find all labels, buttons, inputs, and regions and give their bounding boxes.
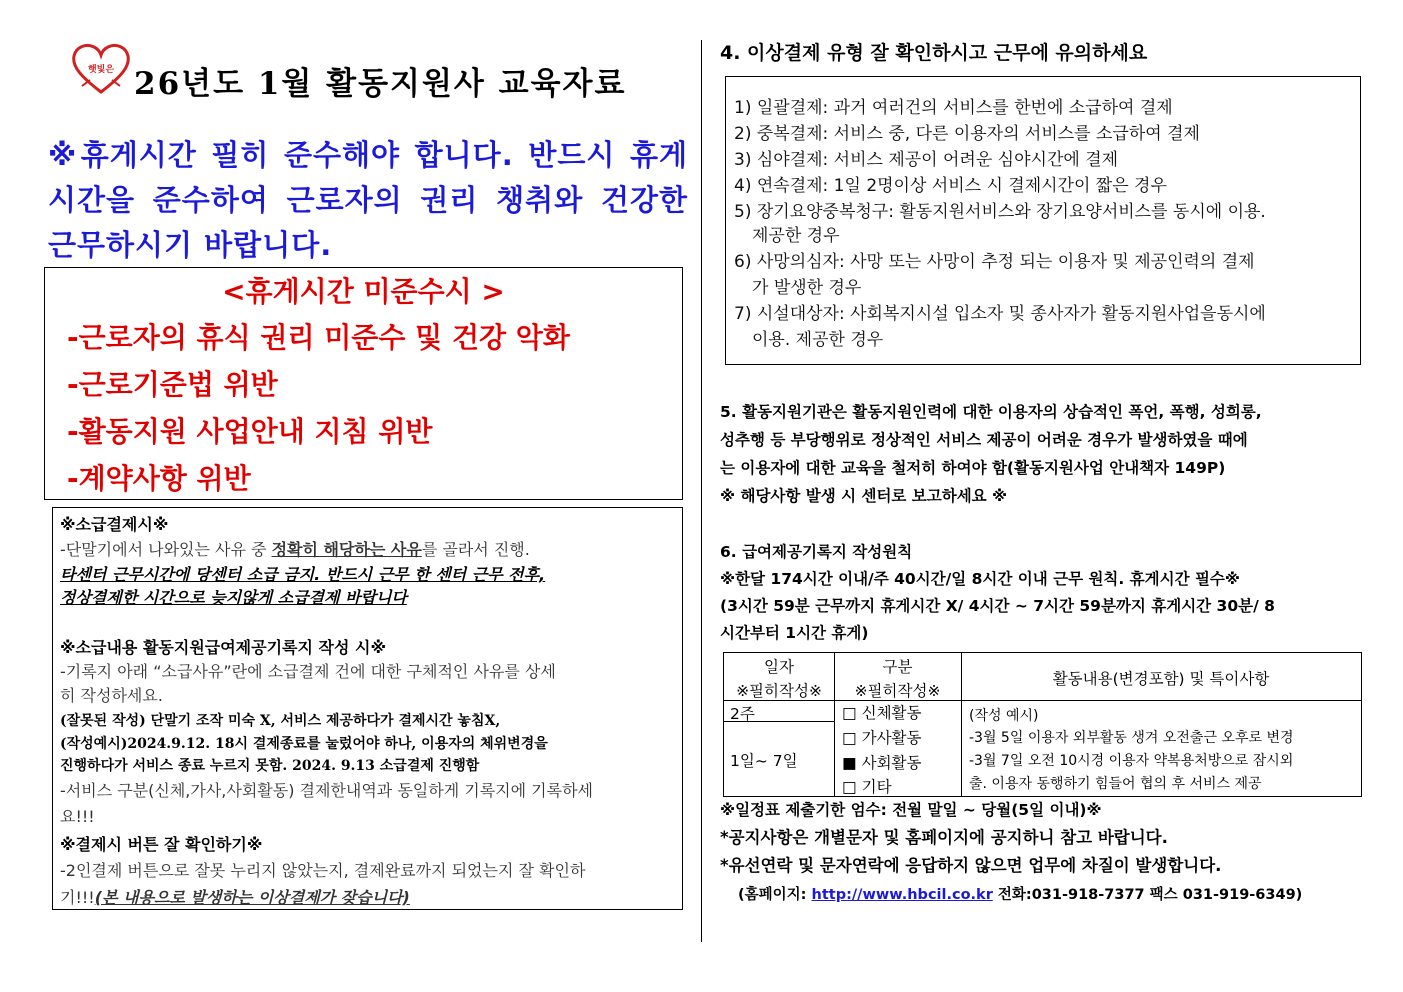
section6-heading: 6. 급여제공기록지 작성원칙 bbox=[720, 543, 913, 561]
abnormal-type-cont: 가 발생한 경우 bbox=[752, 278, 862, 298]
section5-line: 5. 활동지원기관은 활동지원인력에 대한 이용자의 상습적인 폭언, 폭행, 성희롱, bbox=[720, 403, 1262, 421]
button-heading: ※결제시 버튼 잘 확인하기※ bbox=[60, 835, 263, 854]
col-type-header: 구분 bbox=[882, 658, 913, 676]
section5-line: 성추행 등 부당행위로 정상적인 서비스 제공이 어려운 경우가 발생하였을 때에 bbox=[720, 431, 1248, 449]
section5-report: ※ 해당사항 발생 시 센터로 보고하세요 ※ bbox=[720, 487, 1008, 505]
col-type-sub: ※필히작성※ bbox=[854, 682, 941, 700]
section5-line: 는 이용자에 대한 교육을 철저히 하여야 함(활동지원사업 안내책자 149P) bbox=[720, 459, 1226, 477]
rest-violation-item: -근로기준법 위반 bbox=[67, 368, 278, 401]
abnormal-type: 3) 심야결제: 서비스 제공이 어려운 심야시간에 결제 bbox=[734, 150, 1119, 170]
section6-line: 시간부터 1시간 휴게) bbox=[720, 624, 869, 642]
col-date-sub: ※필히작성※ bbox=[736, 682, 822, 700]
page-title: 26년도 1월 활동지원사 교육자료 bbox=[134, 66, 627, 102]
rest-violation-title: <휴게시간 미준수시 > bbox=[222, 275, 505, 308]
col-activity-header: 활동내용(변경포함) 및 특이사항 bbox=[1052, 670, 1270, 688]
record-example: (작성예시)2024.9.12. 18시 결제종료를 눌렀어야 하나, 이용자의 체위변경을 bbox=[60, 736, 548, 752]
type-option: □ 신체활동 bbox=[842, 704, 922, 722]
section6-line: (3시간 59분 근무까지 휴게시간 X/ 4시간 ~ 7시간 59분까지 휴게시간 30분/ 8 bbox=[720, 597, 1275, 615]
button-line: -2인결제 버튼으로 잘못 누리지 않았는지, 결제완료까지 되었는지 잘 확인하 bbox=[60, 861, 586, 880]
homepage-link[interactable]: http://www.hbcil.co.kr bbox=[811, 887, 993, 903]
abnormal-type-cont: 이용. 제공한 경우 bbox=[752, 330, 884, 350]
record-example-table bbox=[723, 652, 1362, 797]
abnormal-type: 5) 장기요양중복청구: 활동지원서비스와 장기요양서비스를 동시에 이용. bbox=[734, 202, 1266, 222]
deadline-notice: ※일정표 제출기한 엄수: 전월 말일 ~ 당월(5일 이내)※ bbox=[720, 801, 1102, 819]
record-example: 진행하다가 서비스 종료 누르지 못함. 2024. 9.13 소급결제 진행함 bbox=[60, 758, 480, 774]
record-line: 요!!! bbox=[60, 807, 95, 826]
abnormal-type-cont: 제공한 경우 bbox=[752, 226, 840, 246]
type-option: □ 기타 bbox=[842, 778, 892, 796]
record-line: -기록지 아래 “소급사유”란에 소급결제 건에 대한 구체적인 사유를 상세 bbox=[60, 662, 556, 681]
button-line: 기!!!(본 내용으로 발생하는 이상결제가 잦습니다) bbox=[60, 888, 410, 907]
abnormal-type: 6) 사망의심자: 사망 또는 사망이 추정 되는 이용자 및 제공인력의 결제 bbox=[734, 252, 1255, 272]
abnormal-type: 7) 시설대상자: 사회복지시설 입소자 및 종사자가 활동지원사업을동시에 bbox=[734, 304, 1266, 324]
record-heading: ※소급내용 활동지원급여제공기록지 작성 시※ bbox=[60, 638, 387, 657]
retro-line: -단말기에서 나와있는 사유 중 정확히 해당하는 사유를 골라서 진행. bbox=[60, 540, 530, 559]
contact-info: (홈페이지: http://www.hbcil.co.kr 전화:031-918-7377 팩스 031-919-6349) bbox=[738, 887, 1303, 903]
checkbox-icon: □ bbox=[842, 729, 857, 747]
contact-notice: *유선연락 및 문자연락에 응답하지 않으면 업무에 차질이 발생합니다. bbox=[720, 856, 1222, 875]
abnormal-type: 4) 연속결제: 1일 2명이상 서비스 시 결제시간이 짧은 경우 bbox=[734, 176, 1167, 196]
checkbox-checked-icon: ■ bbox=[842, 754, 857, 772]
example-line: 출. 이용자 동행하기 힘들어 협의 후 서비스 제공 bbox=[969, 776, 1262, 792]
record-line: 히 작성하세요. bbox=[60, 686, 163, 705]
logo-text: 햇빛은 bbox=[87, 65, 115, 75]
homepage-notice: *공지사항은 개별문자 및 홈페이지에 공지하니 참고 바랍니다. bbox=[720, 828, 1168, 847]
record-wrong-example: (잘못된 작성) 단말기 조작 미숙 X, 서비스 제공하다가 결제시간 놓침X, bbox=[60, 713, 501, 729]
abnormal-type: 2) 중복결제: 서비스 중, 다른 이용자의 서비스를 소급하여 결제 bbox=[734, 124, 1200, 144]
type-option: ■ 사회활동 bbox=[842, 754, 922, 772]
abnormal-type: 1) 일괄결제: 과거 여러건의 서비스를 한번에 소급하여 결제 bbox=[734, 98, 1173, 118]
rest-violation-item: -근로자의 휴식 권리 미준수 및 건강 악화 bbox=[67, 321, 570, 354]
rest-time-notice: ※휴게시간 필히 준수해야 합니다. 반드시 휴게시간을 준수하여 근로자의 권리 챙취와 건강한 근무하시기 바랍니다. bbox=[48, 138, 688, 262]
week-cell: 2주 bbox=[730, 705, 755, 723]
type-option: □ 가사활동 bbox=[842, 729, 922, 747]
record-line: -서비스 구분(신체,가사,사회활동) 결제한내역과 동일하게 기록지에 기록하세 bbox=[60, 781, 593, 800]
checkbox-icon: □ bbox=[842, 704, 857, 722]
abnormal-payment-box bbox=[725, 76, 1361, 365]
checkbox-icon: □ bbox=[842, 778, 857, 796]
heart-logo-icon bbox=[70, 42, 132, 96]
retro-warning: 타센터 근무시간에 당센터 소급 금지. 반드시 근무 한 센터 근무 전후, bbox=[60, 565, 546, 584]
example-title: (작성 예시) bbox=[969, 708, 1039, 724]
section4-heading: 4. 이상결제 유형 잘 확인하시고 근무에 유의하세요 bbox=[720, 42, 1148, 64]
rest-violation-box bbox=[44, 267, 683, 500]
rest-violation-item: -활동지원 사업안내 지침 위반 bbox=[67, 415, 433, 448]
retro-payment-box bbox=[52, 507, 683, 910]
section6-line: ※한달 174시간 이내/주 40시간/일 8시간 이내 근무 원칙. 휴게시간 필수※ bbox=[720, 570, 1240, 588]
example-line: -3월 7일 오전 10시경 이용자 약복용처방으로 잠시외 bbox=[969, 753, 1294, 769]
column-divider bbox=[701, 40, 702, 942]
col-date-header: 일자 bbox=[764, 658, 794, 676]
rest-violation-item: -계약사항 위반 bbox=[67, 462, 251, 495]
example-line: -3월 5일 이용자 외부활동 생겨 오전출근 오후로 변경 bbox=[969, 730, 1294, 746]
days-cell: 1일~ 7일 bbox=[730, 752, 798, 770]
retro-heading: ※소급결제시※ bbox=[60, 515, 169, 534]
retro-warning: 정상결제한 시간으로 늦지않게 소급결제 바랍니다 bbox=[60, 588, 407, 607]
